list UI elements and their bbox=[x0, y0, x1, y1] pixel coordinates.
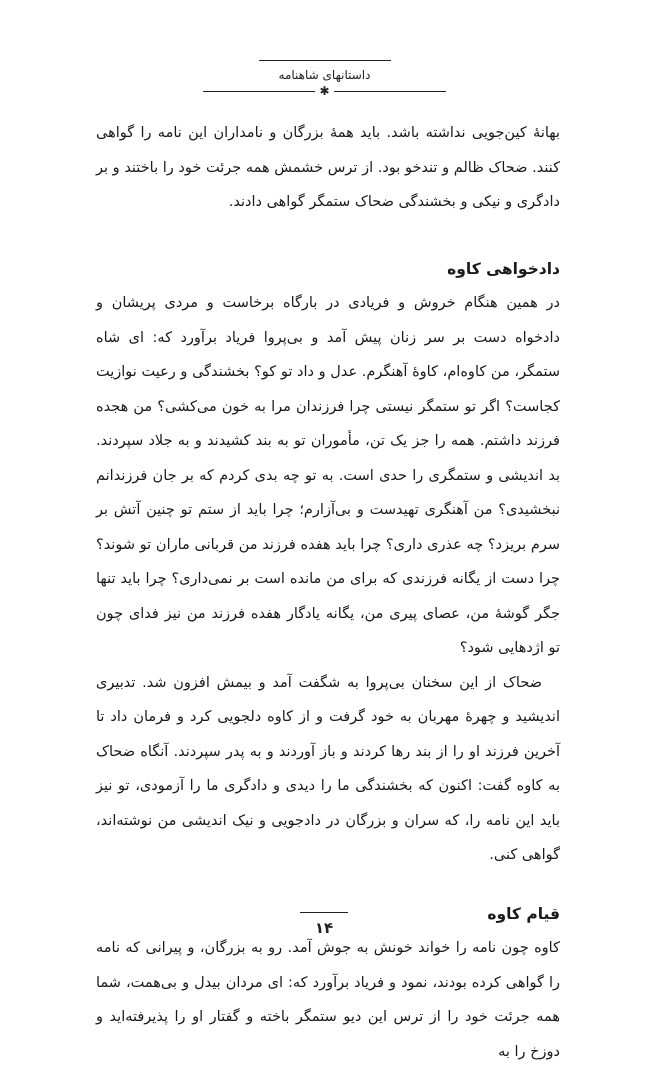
paragraph-zahhak-response: ضحاک از این سخنان بی‌پروا به شگفت آمد و بیمش افزون شد. تدبیری اندیشید و چهرهٔ مهربان به خود گرفت و از کاوه دلجویی کرد و فرمان داد تا آخرین فرزند او را از بند رها کردند و باز آوردند و به پدر سپردند. آنگاه ضحاک به کاوه گفت: اکنون که بخشندگی ما را دیدی و دادگری ما را آزمودی، تو نیز باید این نامه را، که سران و بزرگان در دادجویی و نیک اندیشی من نوشته‌اند، گواهی کنی. bbox=[96, 674, 560, 863]
section-heading-kaveh-plea: دادخواهی کاوه bbox=[447, 259, 560, 278]
spacer bbox=[96, 220, 560, 252]
paragraph-kaveh-uprising: کاوه چون نامه را خواند خونش به جوش آمد. رو به بزرگان، و پیرانی که نامه را گواهی کرده بودند، نمود و فریاد برآورد که: ای مردان بیدل و بی‌همت، شما همه جرئت خود را از ترس این دیو ستمگر باخته و گفتار او را پذیرفته‌اید و دوزخ را به bbox=[96, 940, 560, 1060]
footer-rule bbox=[300, 912, 348, 913]
spacer bbox=[96, 873, 560, 897]
header-rule-left bbox=[203, 91, 315, 92]
asterisk-ornament-icon: ✱ bbox=[319, 84, 330, 98]
intro-paragraph: بهانهٔ کین‌جویی نداشته باشد. باید همهٔ بزرگان و نامداران این نامه را گواهی کنند. ضحاک ظالم و تندخو بود. از ترس خشمش همه جرئت خود را باختند و بر دادگری و نیکی و بخشندگی ضحاک ستمگر گواهی دادند. bbox=[96, 125, 560, 210]
page-footer bbox=[274, 912, 374, 937]
page-number: ۱۴ bbox=[314, 919, 334, 937]
header-rule-right bbox=[334, 91, 446, 92]
running-header bbox=[200, 60, 449, 97]
paragraph-kaveh-plea: در همین هنگام خروش و فریادی در بارگاه برخاست و مردی پریشان و دادخواه دست بر سر زنان پیش آمد و بی‌پروا فریاد برآورد که: ای شاه ستمگر، من کاوه‌ام، کاوهٔ آهنگرم. عدل و داد تو کو؟ بخشندگی و رعیت نوازیت کجاست؟ اگر تو ستمگر نیستی چرا فرزندان مرا به خون می‌کشی؟ من هجده فرزند داشتم. همه را جز یک تن، مأموران تو به بند کشیدند و به جلاد سپردند. بد اندیشی و ستمگری را حدی است. به تو چه بدی کردم که بر جان فرزندانم نبخشیدی؟ من آهنگری تهیدست و بی‌آزارم؛ چرا باید از ستم تو چنین آتش بر سرم بریزد؟ چه عذری داری؟ چرا باید هفده فرزند من قربانی ماران تو شوند؟ چرا دست از یگانه فرزندی که برای من مانده است بر نمی‌داری؟ چرا باید تنها جگر گوشهٔ من، عصای پیری من، یگانه یادگار هفده فرزند من نیز فدای چون تو اژدهایی شود؟ bbox=[96, 295, 560, 656]
section-heading-kaveh-uprising: قیام کاوه bbox=[487, 904, 560, 923]
header-rule-top bbox=[259, 60, 391, 61]
header-ornament bbox=[200, 85, 449, 97]
book-title: داستانهای شاهنامه bbox=[278, 68, 371, 82]
